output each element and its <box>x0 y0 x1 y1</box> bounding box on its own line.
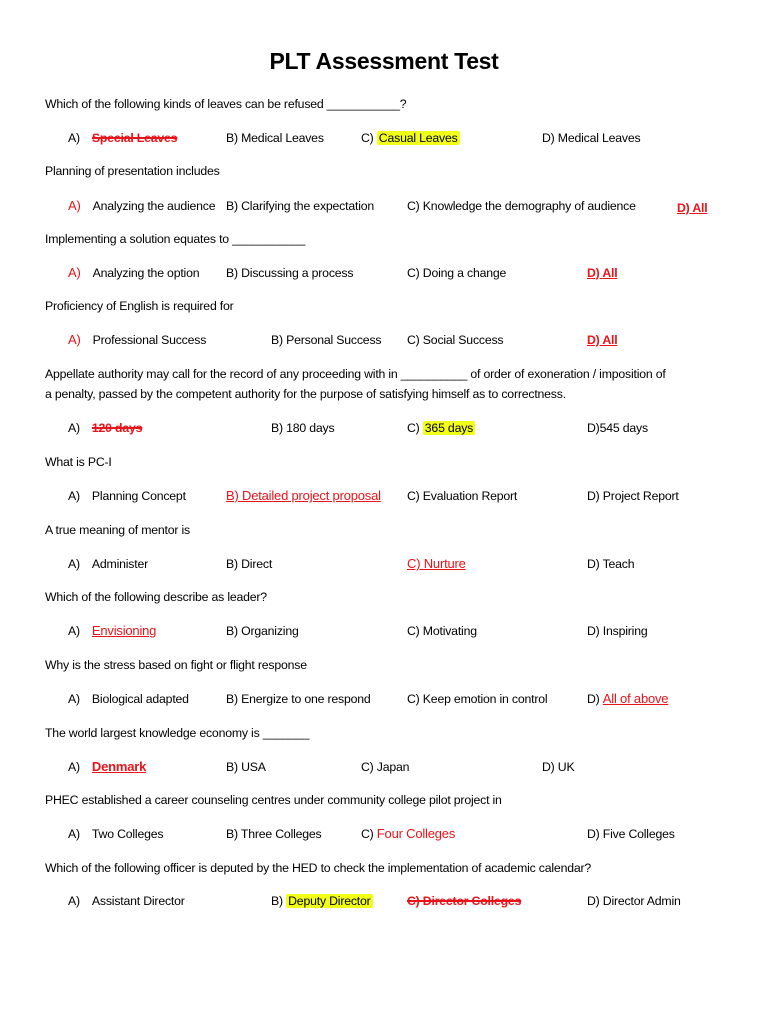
options-row-12 <box>0 891 768 911</box>
question-10: The world largest knowledge economy is _______ <box>45 726 310 740</box>
option-5-c: C) 365 days <box>407 421 474 435</box>
option-10-d: D) UK <box>542 760 575 774</box>
question-9: Why is the stress based on fight or flight response <box>45 658 307 672</box>
question-1: Which of the following kinds of leaves can be refused ___________? <box>45 97 407 111</box>
option-6-d: D) Project Report <box>587 489 679 503</box>
options-row-9 <box>0 689 768 709</box>
option-3-d: D) All <box>587 266 618 280</box>
option-8-b: B) Organizing <box>226 624 299 638</box>
option-6-a: A) Planning Concept <box>68 489 186 503</box>
option-12-a: A) Assistant Director <box>68 894 185 908</box>
question-2: Planning of presentation includes <box>45 164 220 178</box>
option-5-a: A) 120 days <box>68 421 143 435</box>
option-7-c: C) Nurture <box>407 556 466 571</box>
option-4-b: B) Personal Success <box>271 333 382 347</box>
option-10-a: A) Denmark <box>68 759 147 774</box>
option-3-b: B) Discussing a process <box>226 266 354 280</box>
option-9-b: B) Energize to one respond <box>226 692 371 706</box>
options-row-5 <box>0 418 768 438</box>
option-1-d: D) Medical Leaves <box>542 131 641 145</box>
question-5-line-2: a penalty, passed by the competent authority for the purpose of satisfying himself as to correctness. <box>45 387 566 401</box>
question-5-line-1: Appellate authority may call for the record of any proceeding with in __________ of order of exoneration / imposition of <box>45 367 666 381</box>
options-row-7 <box>0 554 768 574</box>
option-9-c: C) Keep emotion in control <box>407 692 548 706</box>
option-11-a: A) Two Colleges <box>68 827 164 841</box>
option-11-d: D) Five Colleges <box>587 827 675 841</box>
question-4: Proficiency of English is required for <box>45 299 234 313</box>
question-8: Which of the following describe as leader? <box>45 590 267 604</box>
question-3: Implementing a solution equates to ___________ <box>45 232 306 246</box>
question-7: A true meaning of mentor is <box>45 523 190 537</box>
options-row-11 <box>0 824 768 844</box>
option-8-c: C) Motivating <box>407 624 477 638</box>
option-3-c: C) Doing a change <box>407 266 507 280</box>
option-11-b: B) Three Colleges <box>226 827 322 841</box>
option-10-b: B) USA <box>226 760 266 774</box>
option-6-b: B) Detailed project proposal <box>226 488 381 503</box>
option-12-c: C) Director Colleges <box>407 894 522 908</box>
option-4-d: D) All <box>587 333 618 347</box>
option-12-b: B) Deputy Director <box>271 894 371 908</box>
question-11: PHEC established a career counseling centres under community college pilot project in <box>45 793 502 807</box>
option-11-c: C) Four Colleges <box>361 826 456 841</box>
options-row-8 <box>0 621 768 641</box>
option-4-a: A) Professional Success <box>68 332 207 347</box>
option-2-b: B) Clarifying the expectation <box>226 199 375 213</box>
option-6-c: C) Evaluation Report <box>407 489 518 503</box>
options-row-6 <box>0 486 768 506</box>
option-7-b: B) Direct <box>226 557 273 571</box>
option-2-a: A) Analyzing the audience <box>68 198 216 213</box>
option-1-b: B) Medical Leaves <box>226 131 324 145</box>
option-8-a: A) Envisioning <box>68 623 157 638</box>
option-9-a: A) Biological adapted <box>68 692 189 706</box>
question-12: Which of the following officer is deputed by the HED to check the implementation of academic calendar? <box>45 861 592 875</box>
option-10-c: C) Japan <box>361 760 410 774</box>
option-5-d: D)545 days <box>587 421 648 435</box>
options-row-3 <box>0 263 768 283</box>
options-row-4 <box>0 330 768 350</box>
option-9-d: D) All of above <box>587 691 669 706</box>
options-row-10 <box>0 757 768 777</box>
options-row-2 <box>0 196 768 216</box>
option-5-b: B) 180 days <box>271 421 335 435</box>
option-7-a: A) Administer <box>68 557 148 571</box>
option-12-d: D) Director Admin <box>587 894 681 908</box>
option-8-d: D) Inspiring <box>587 624 648 638</box>
option-1-a: A) Special Leaves <box>68 131 178 145</box>
option-4-c: C) Social Success <box>407 333 504 347</box>
options-row-1 <box>0 128 768 148</box>
page-title: PLT Assessment Test <box>269 48 499 74</box>
option-7-d: D) Teach <box>587 557 635 571</box>
option-3-a: A) Analyzing the option <box>68 265 200 280</box>
question-6: What is PC-I <box>45 455 112 469</box>
option-1-c: C) Casual Leaves <box>361 131 458 145</box>
option-2-c: C) Knowledge the demography of audience <box>407 199 636 213</box>
option-2-d: D) All <box>677 201 708 215</box>
